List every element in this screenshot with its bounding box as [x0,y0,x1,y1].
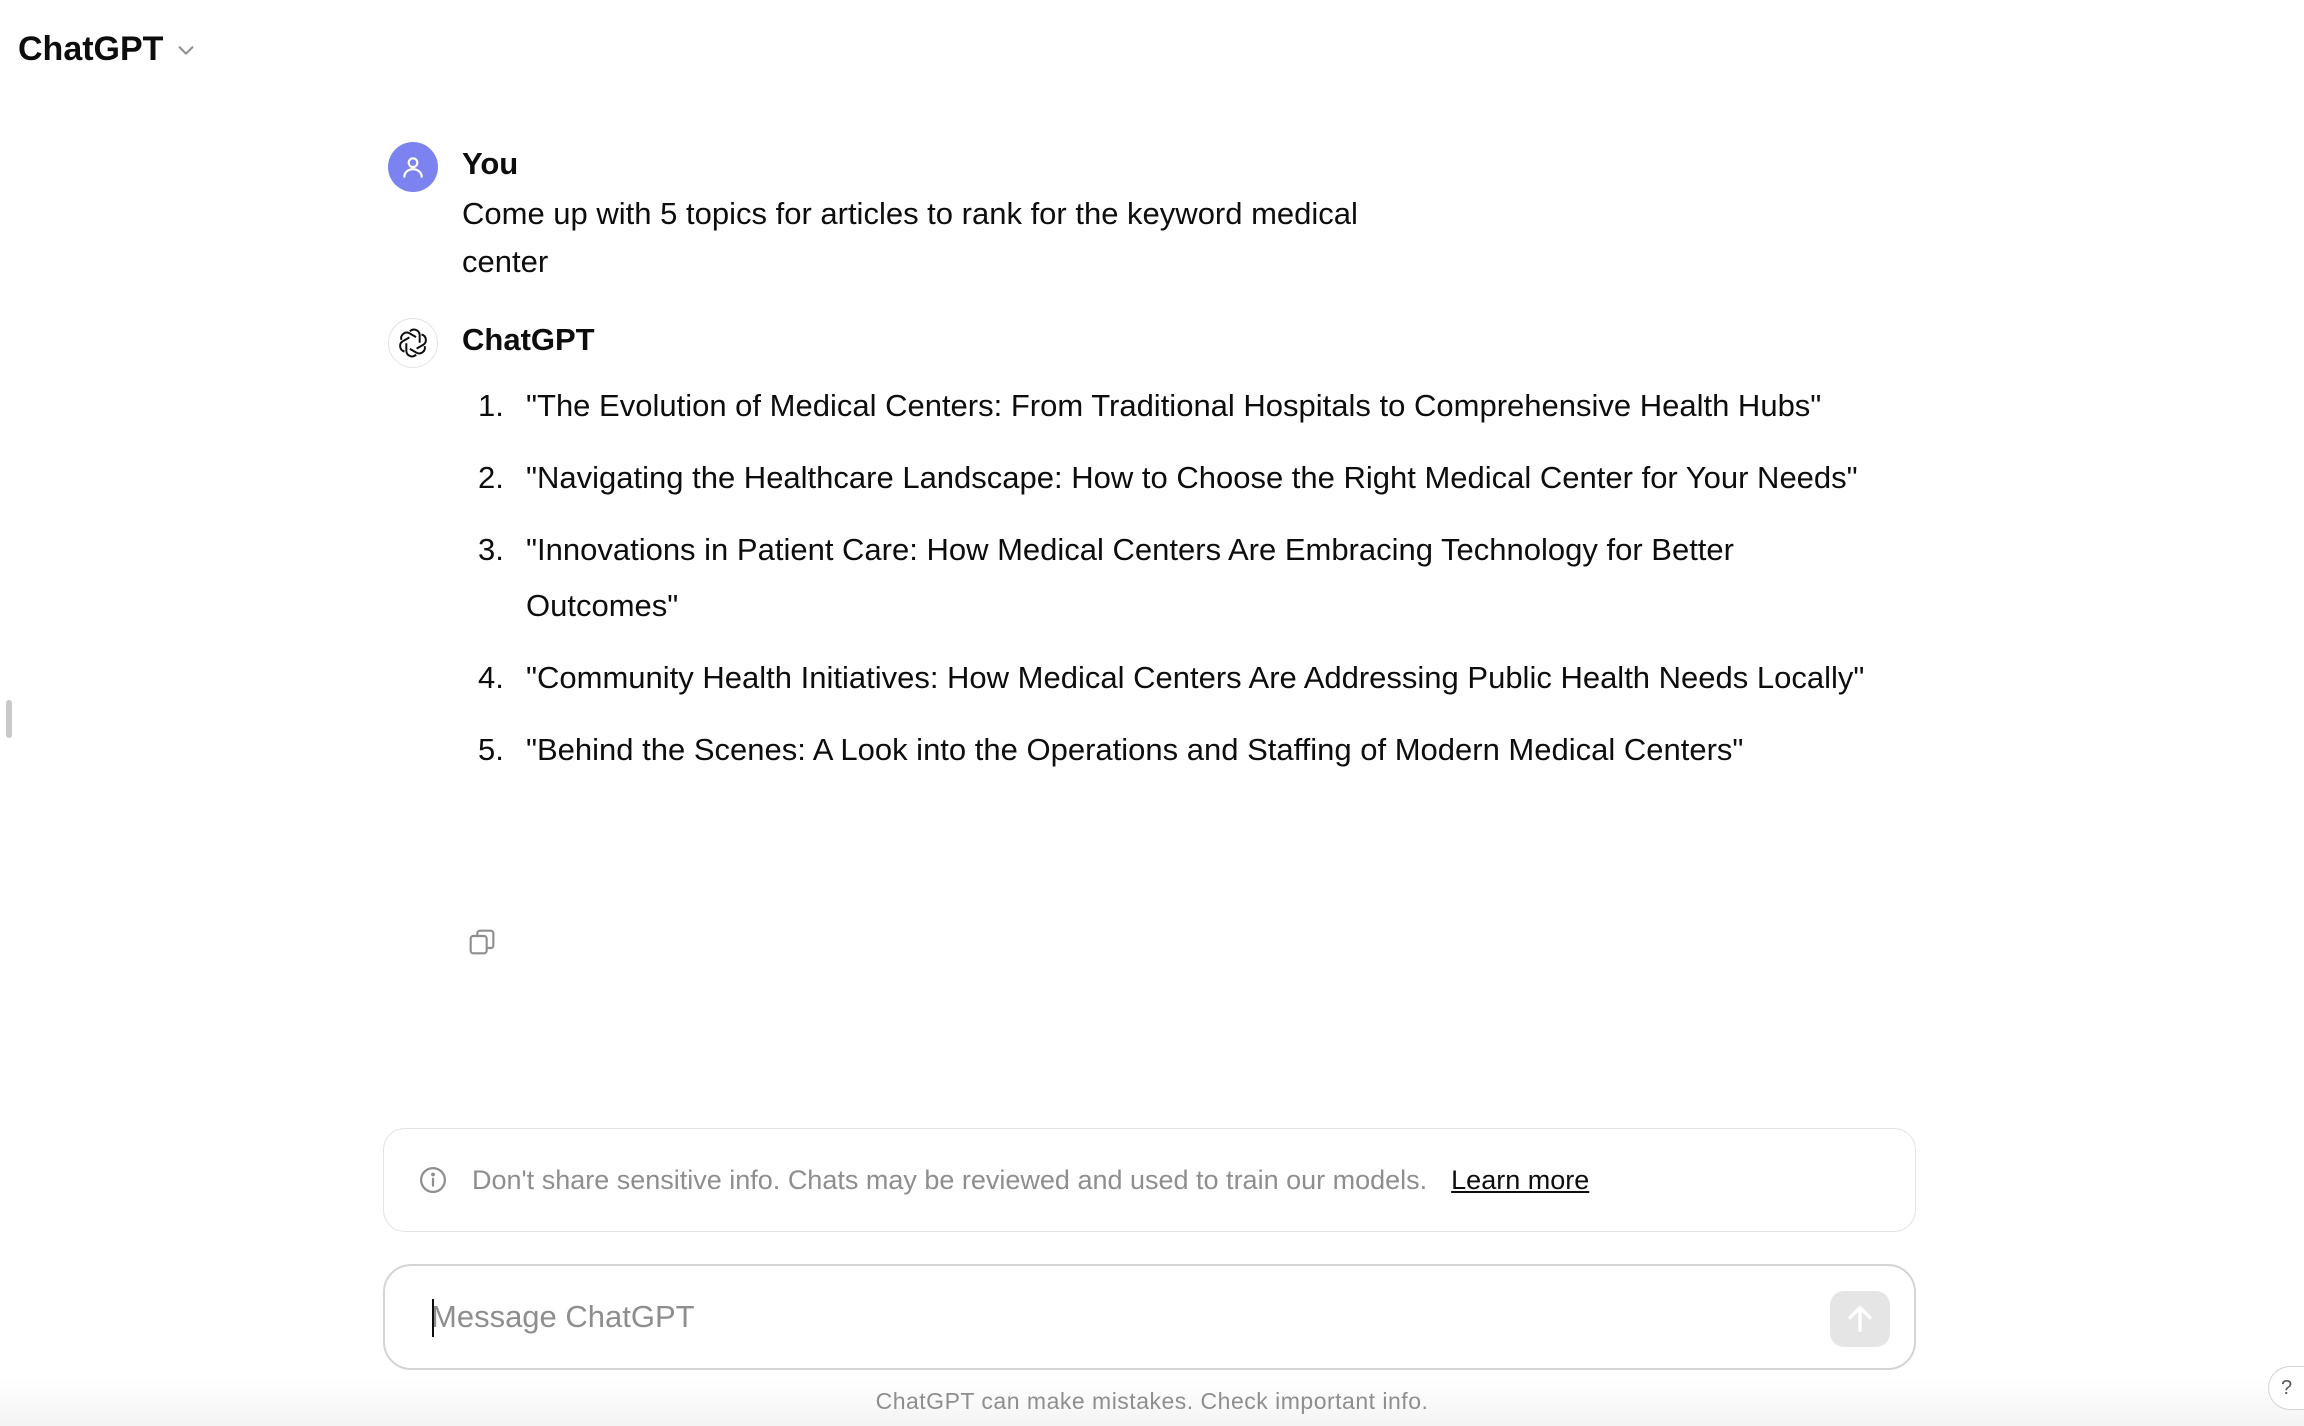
topic-list [462,378,1882,794]
model-selector[interactable] [18,30,197,69]
list-item [462,378,1882,434]
topic-text: "Behind the Scenes: A Look into the Operations and Staffing of Modern Medical Centers" [526,732,1744,767]
message-text: Come up with 5 topics for articles to rank for the keyword medical center [462,196,1358,279]
send-button[interactable] [1830,1291,1890,1347]
list-item [462,722,1882,778]
copy-button[interactable] [462,922,502,962]
list-item [462,522,1882,634]
sidebar-resize-handle[interactable] [6,700,12,738]
message-input[interactable] [431,1290,1761,1344]
disclaimer-text: ChatGPT can make mistakes. Check important info. [875,1388,1429,1414]
info-icon [418,1165,448,1195]
list-number: 2. [478,460,504,495]
copy-icon [466,926,498,958]
help-button[interactable]: ? [2268,1366,2304,1410]
notice-text: Don't share sensitive info. Chats may be reviewed and used to train our models. [472,1164,1428,1195]
learn-more-link[interactable]: Learn more [1451,1164,1590,1195]
list-number: 4. [478,660,504,695]
topic-text: "Innovations in Patient Care: How Medical Centers Are Embracing Technology for Better Outcomes" [526,532,1734,623]
arrow-up-icon [1843,1302,1877,1336]
topic-text: "Community Health Initiatives: How Medical Centers Are Addressing Public Health Needs Locally" [526,660,1865,695]
assistant-avatar [388,318,438,368]
list-item [462,650,1882,706]
footer [0,1378,2304,1426]
list-number: 5. [478,732,504,767]
list-number: 3. [478,532,504,567]
text-caret [432,1299,434,1337]
user-icon [400,154,426,180]
chevron-down-icon [175,39,197,61]
topic-text: "Navigating the Healthcare Landscape: How to Choose the Right Medical Center for Your Needs" [526,460,1858,495]
list-number: 1. [478,388,504,423]
list-item [462,450,1882,506]
openai-logo-icon [396,326,430,360]
model-name: ChatGPT [18,30,164,68]
message-author: You [462,146,519,181]
user-avatar [388,142,438,192]
message-author: ChatGPT [462,322,595,357]
message-composer [383,1264,1916,1370]
privacy-notice [383,1128,1916,1232]
topic-text: "The Evolution of Medical Centers: From Traditional Hospitals to Comprehensive Health Hubs" [526,388,1822,423]
